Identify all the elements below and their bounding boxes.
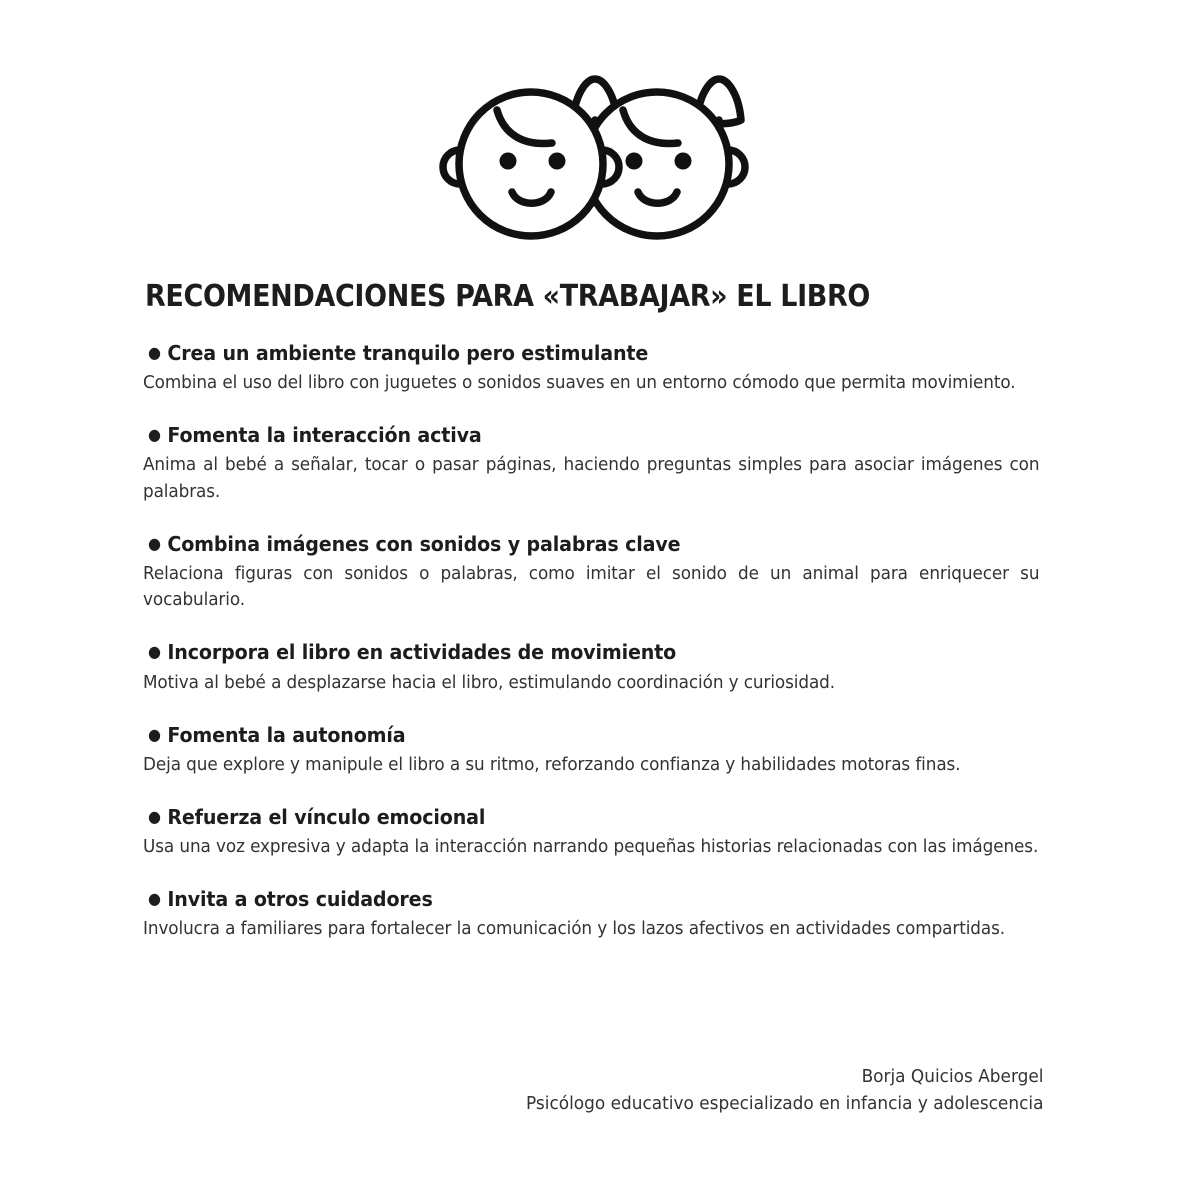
recommendation-body: Motiva al bebé a desplazarse hacia el libro, estimulando coordinación y curiosidad. [143, 671, 836, 693]
baby-faces-icon [435, 57, 765, 242]
right-face-right-eye [675, 153, 692, 170]
two-baby-faces-illustration [0, 52, 1200, 247]
bullet-icon: ● [148, 343, 161, 362]
left-face-head [459, 92, 603, 236]
recommendation-heading [148, 639, 981, 666]
recommendation-body: Anima al bebé a señalar, tocar o pasar páginas, haciendo preguntas simples para asociar imágenes con palabras. [143, 454, 1040, 502]
recommendation-heading-text: Combina imágenes con sonidos y palabras clave [167, 531, 681, 556]
recommendation-body: Deja que explore y manipule el libro a su ritmo, reforzando confianza y habilidades motoras finas. [143, 753, 961, 775]
recommendation-heading-text: Fomenta la interacción activa [167, 423, 482, 448]
signature-role: Psicólogo educativo especializado en infancia y adolescencia [525, 1093, 1043, 1114]
signature-name: Borja Quicios Abergel [861, 1066, 1043, 1087]
recommendation-heading [148, 340, 981, 367]
recommendation-heading-text: Refuerza el vínculo emocional [167, 805, 486, 830]
recommendation-heading [148, 886, 981, 913]
bullet-icon: ● [148, 425, 161, 445]
left-face-right-eye [549, 153, 566, 170]
bullet-icon: ● [148, 642, 161, 662]
recommendation-item [143, 531, 1044, 614]
recommendation-heading-text: Crea un ambiente tranquilo pero estimulante [167, 341, 649, 365]
recommendations-list [143, 340, 1044, 943]
bullet-icon: ● [148, 889, 161, 909]
recommendation-body: Relaciona figuras con sonidos o palabras, como imitar el sonido de un animal para enriquecer su vocabulario. [143, 562, 1040, 611]
recommendation-heading [148, 722, 981, 749]
bullet-icon: ● [148, 724, 161, 744]
left-face-left-eye [500, 153, 517, 170]
recommendation-item [143, 722, 1044, 778]
recommendation-heading [148, 804, 981, 831]
recommendation-item [143, 340, 1044, 396]
signature-block [493, 1063, 1043, 1117]
recommendation-body: Usa una voz expresiva y adapta la interacción narrando pequeñas historias relacionadas con las imágenes. [143, 836, 1039, 858]
recommendation-body: Combina el uso del libro con juguetes o sonidos suaves en un entorno cómodo que permita movimiento. [143, 372, 1016, 394]
recommendation-heading-text: Fomenta la autonomía [167, 722, 406, 747]
recommendation-item [143, 804, 1044, 860]
recommendation-heading-text: Incorpora el libro en actividades de movimiento [167, 640, 677, 665]
bullet-icon: ● [148, 807, 161, 827]
recommendation-heading [148, 422, 981, 449]
recommendation-heading [148, 531, 981, 558]
recommendation-item [143, 886, 1044, 942]
recommendation-item [143, 639, 1044, 695]
page-title: RECOMENDACIONES PARA «TRABAJAR» EL LIBRO [145, 279, 871, 314]
recommendation-item [143, 422, 1044, 505]
bullet-icon: ● [148, 533, 161, 553]
recommendation-heading-text: Invita a otros cuidadores [167, 887, 433, 912]
right-face-left-eye [626, 153, 643, 170]
recommendation-body: Involucra a familiares para fortalecer la comunicación y los lazos afectivos en actividades compartidas. [143, 918, 1006, 940]
